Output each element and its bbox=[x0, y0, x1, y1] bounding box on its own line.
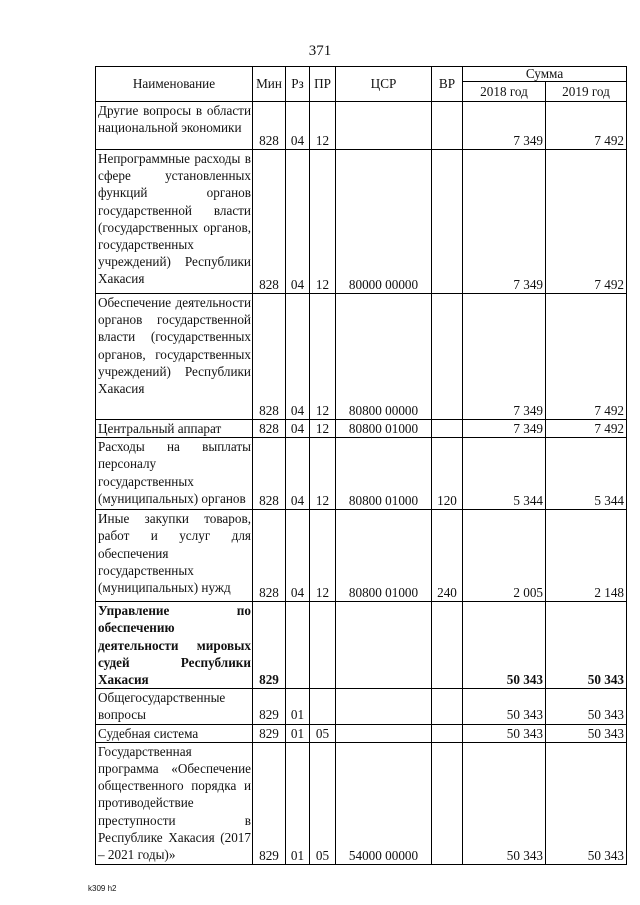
row-vr bbox=[432, 602, 463, 689]
row-min: 829 bbox=[253, 724, 286, 742]
row-sum-2018: 5 344 bbox=[463, 438, 546, 510]
row-vr: 120 bbox=[432, 438, 463, 510]
table-row bbox=[96, 602, 627, 689]
table-row bbox=[96, 742, 627, 864]
row-name: Судебная система bbox=[96, 724, 253, 742]
row-csr: 80800 00000 bbox=[336, 294, 432, 420]
col-header-csr: ЦСР bbox=[336, 67, 432, 102]
row-sum-2019: 50 343 bbox=[546, 724, 627, 742]
table-row bbox=[96, 689, 627, 724]
table-row bbox=[96, 420, 627, 438]
row-csr: 80000 00000 bbox=[336, 150, 432, 294]
row-min: 828 bbox=[253, 438, 286, 510]
row-sum-2019: 5 344 bbox=[546, 438, 627, 510]
col-header-2018: 2018 год bbox=[463, 82, 546, 102]
row-min: 828 bbox=[253, 294, 286, 420]
row-rz bbox=[286, 602, 310, 689]
row-pr: 12 bbox=[310, 438, 336, 510]
row-rz: 04 bbox=[286, 102, 310, 150]
table-row bbox=[96, 438, 627, 510]
row-sum-2018: 50 343 bbox=[463, 742, 546, 864]
table-row bbox=[96, 294, 627, 420]
row-sum-2019: 7 492 bbox=[546, 102, 627, 150]
row-vr bbox=[432, 742, 463, 864]
row-vr bbox=[432, 689, 463, 724]
row-name: Обеспечение деятельности органов государственной власти (государственных органов, государственных учреждений) Республики Хакасия bbox=[96, 294, 253, 420]
row-sum-2018: 50 343 bbox=[463, 602, 546, 689]
row-sum-2018: 50 343 bbox=[463, 689, 546, 724]
col-header-min: Мин bbox=[253, 67, 286, 102]
row-sum-2018: 7 349 bbox=[463, 420, 546, 438]
row-sum-2019: 2 148 bbox=[546, 510, 627, 602]
row-csr bbox=[336, 689, 432, 724]
row-min: 828 bbox=[253, 510, 286, 602]
row-csr: 80800 01000 bbox=[336, 420, 432, 438]
row-pr: 05 bbox=[310, 742, 336, 864]
row-sum-2019: 50 343 bbox=[546, 689, 627, 724]
col-header-rz: Рз bbox=[286, 67, 310, 102]
col-header-sum: Сумма bbox=[463, 67, 627, 82]
row-sum-2018: 7 349 bbox=[463, 294, 546, 420]
row-csr: 80800 01000 bbox=[336, 510, 432, 602]
row-rz: 04 bbox=[286, 150, 310, 294]
row-sum-2018: 2 005 bbox=[463, 510, 546, 602]
row-sum-2018: 7 349 bbox=[463, 102, 546, 150]
table-row bbox=[96, 150, 627, 294]
row-pr: 12 bbox=[310, 420, 336, 438]
row-name: Расходы на выплаты персоналу государственных (муниципальных) органов bbox=[96, 438, 253, 510]
row-pr bbox=[310, 689, 336, 724]
row-min: 829 bbox=[253, 689, 286, 724]
row-name: Государственная программа «Обеспечение общественного порядка и противодействие преступности в Республике Хакасия (2017 – 2021 годы)» bbox=[96, 742, 253, 864]
page-footer-code: k309 h2 bbox=[88, 884, 117, 893]
row-sum-2019: 50 343 bbox=[546, 742, 627, 864]
col-header-vr: ВР bbox=[432, 67, 463, 102]
row-sum-2019: 7 492 bbox=[546, 150, 627, 294]
row-rz: 04 bbox=[286, 510, 310, 602]
table-row bbox=[96, 724, 627, 742]
row-vr bbox=[432, 724, 463, 742]
row-csr bbox=[336, 602, 432, 689]
row-rz: 04 bbox=[286, 420, 310, 438]
page-number: 371 bbox=[308, 43, 332, 59]
row-vr bbox=[432, 294, 463, 420]
col-header-2019: 2019 год bbox=[546, 82, 627, 102]
row-pr: 12 bbox=[310, 150, 336, 294]
row-sum-2019: 50 343 bbox=[546, 602, 627, 689]
table-row bbox=[96, 102, 627, 150]
row-vr: 240 bbox=[432, 510, 463, 602]
row-name: Центральный аппарат bbox=[96, 420, 253, 438]
row-csr bbox=[336, 724, 432, 742]
row-rz: 04 bbox=[286, 294, 310, 420]
budget-table bbox=[95, 66, 627, 865]
row-name: Другие вопросы в области национальной экономики bbox=[96, 102, 253, 150]
row-min: 829 bbox=[253, 602, 286, 689]
row-vr bbox=[432, 102, 463, 150]
row-name: Управление по обеспечению деятельности мировых судей Республики Хакасия bbox=[96, 602, 253, 689]
row-vr bbox=[432, 420, 463, 438]
row-pr: 05 bbox=[310, 724, 336, 742]
row-pr: 12 bbox=[310, 102, 336, 150]
col-header-pr: ПР bbox=[310, 67, 336, 102]
row-sum-2018: 50 343 bbox=[463, 724, 546, 742]
row-vr bbox=[432, 150, 463, 294]
row-min: 828 bbox=[253, 102, 286, 150]
row-sum-2018: 7 349 bbox=[463, 150, 546, 294]
row-pr bbox=[310, 602, 336, 689]
row-min: 828 bbox=[253, 420, 286, 438]
row-rz: 01 bbox=[286, 689, 310, 724]
row-pr: 12 bbox=[310, 510, 336, 602]
row-min: 828 bbox=[253, 150, 286, 294]
row-rz: 01 bbox=[286, 742, 310, 864]
row-rz: 01 bbox=[286, 724, 310, 742]
row-sum-2019: 7 492 bbox=[546, 420, 627, 438]
row-name: Непрограммные расходы в сфере установленных функций органов государственной власти (государственных органов, государственных учреждений) Республики Хакасия bbox=[96, 150, 253, 294]
row-pr: 12 bbox=[310, 294, 336, 420]
row-name: Общегосударственные вопросы bbox=[96, 689, 253, 724]
row-csr: 80800 01000 bbox=[336, 438, 432, 510]
row-rz: 04 bbox=[286, 438, 310, 510]
row-name: Иные закупки товаров, работ и услуг для обеспечения государственных (муниципальных) нужд bbox=[96, 510, 253, 602]
row-sum-2019: 7 492 bbox=[546, 294, 627, 420]
col-header-name: Наименование bbox=[96, 67, 253, 102]
row-min: 829 bbox=[253, 742, 286, 864]
row-csr bbox=[336, 102, 432, 150]
table-row bbox=[96, 510, 627, 602]
row-csr: 54000 00000 bbox=[336, 742, 432, 864]
